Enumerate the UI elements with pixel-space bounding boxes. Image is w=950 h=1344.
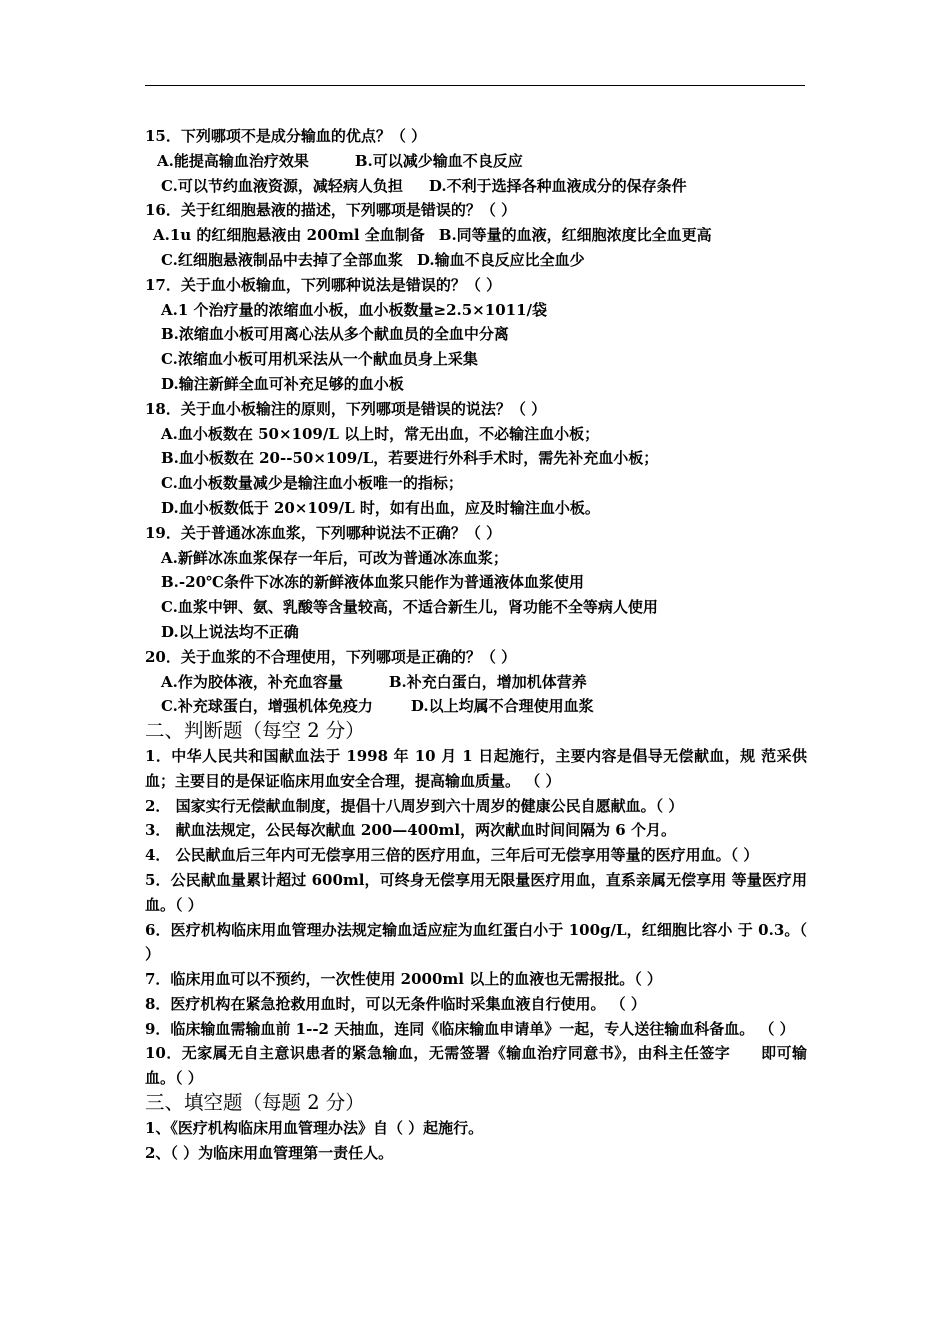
question-20-option-b: B.补充白蛋白，增加机体营养 (388, 672, 587, 691)
question-19-stem: 19．关于普通冰冻血浆，下列哪种说法不正确？（ ） (145, 523, 502, 542)
judge-item-4: 4． 公民献血后三年内可无偿享用三倍的医疗用血，三年后可无偿享用等量的医疗用血。（ ） (145, 846, 759, 865)
question-16-options-cd (145, 248, 807, 273)
judge-item-9: 9．临床输血需输血前 1--2 天抽血，连同《临床输血申请单》一起，专人送往输血科备血。 （ ） (145, 1019, 795, 1038)
question-16-options-ab (145, 223, 807, 248)
question-20-option-a: A.作为胶体液，补充血容量 (161, 672, 343, 691)
question-15-options-ab (145, 149, 807, 174)
question-16-option-a: A.1u 的红细胞悬液由 200ml 全血制备 (153, 226, 425, 245)
question-16-stem: 16．关于红细胞悬液的描述，下列哪项是错误的？（ ） (145, 201, 517, 220)
question-19-option-c: C.血浆中钾、氨、乳酸等含量较高，不适合新生儿，肾功能不全等病人使用 (161, 598, 658, 617)
judge-item-2: 2． 国家实行无偿献血制度，提倡十八周岁到六十周岁的健康公民自愿献血。（ ） (145, 796, 684, 815)
question-15-stem: 15．下列哪项不是成分输血的优点？（ ） (145, 127, 427, 145)
question-16-option-d: D.输血不良反应比全血少 (416, 250, 585, 269)
question-17-option-b: B.浓缩血小板可用离心法从多个献血员的全血中分离 (161, 325, 509, 344)
judge-item-8: 8．医疗机构在紧急抢救用血时，可以无条件临时采集血液自行使用。 （ ） (145, 994, 646, 1013)
fill-item-2: 2、（ ）为临床用血管理第一责任人。 (145, 1143, 394, 1162)
question-18-stem: 18．关于血小板输注的原则，下列哪项是错误的说法？（ ） (145, 399, 547, 418)
question-19-option-d: D.以上说法均不正确 (161, 622, 299, 641)
question-20-options-cd (145, 694, 807, 719)
judge-item-7: 7．临床用血可以不预约，一次性使用 2000ml 以上的血液也无需报批。（ ） (145, 970, 662, 989)
exam-page-content (145, 124, 807, 1165)
question-18-option-c: C.血小板数量减少是输注血小板唯一的指标； (161, 474, 463, 493)
question-19-option-b: B.-20℃条件下冰冻的新鲜液体血浆只能作为普通液体血浆使用 (161, 573, 584, 592)
question-15-option-a: A.能提高输血治疗效果 (157, 151, 309, 170)
question-15-option-d: D.不利于选择各种血液成分的保存条件 (428, 176, 687, 195)
question-18-option-d: D.血小板数低于 20×109/L 时，如有出血，应及时输注血小板。 (161, 498, 600, 517)
question-18-option-a: A.血小板数在 50×109/L 以上时，常无出血，不必输注血小板； (161, 424, 600, 443)
section-fill-heading: 三、填空题（每题 2 分） (145, 1091, 365, 1115)
question-17-option-c: C.浓缩血小板可用机采法从一个献血员身上采集 (161, 350, 478, 369)
question-18-option-b: B.血小板数在 20--50×109/L，若要进行外科手术时，需先补充血小板； (161, 449, 659, 468)
section-judge-heading: 二、判断题（每空 2 分） (145, 719, 365, 743)
judge-item-5: 5．公民献血量累计超过 600ml，可终身无偿享用无限量医疗用血，直系亲属无偿享用 等量医疗用血。（ ） (145, 870, 807, 914)
question-19-option-a: A.新鲜冰冻血浆保存一年后，可改为普通冰冻血浆； (161, 548, 508, 567)
judge-item-10: 10．无家属无自主意识患者的紧急输血，无需签署《输血治疗同意书》，由科主任签字 即可输血。（ ） (145, 1044, 807, 1088)
question-16-option-c: C.红细胞悬液制品中去掉了全部血浆 (161, 250, 403, 269)
question-17-stem: 17．关于血小板输血，下列哪种说法是错误的？（ ） (145, 275, 502, 294)
judge-item-1: 1．中华人民共和国献血法于 1998 年 10 月 1 日起施行，主要内容是倡导无偿献血，规 范采供血；主要目的是保证临床用血安全合理，提高输血质量。 （ ） (145, 746, 807, 790)
question-17-option-d: D.输注新鲜全血可补充足够的血小板 (161, 374, 404, 393)
question-17-option-a: A.1 个治疗量的浓缩血小板，血小板数量≥2.5×1011/袋 (161, 300, 547, 319)
judge-item-3: 3． 献血法规定，公民每次献血 200—400ml，两次献血时间间隔为 6 个月。 (145, 821, 676, 840)
question-20-option-c: C.补充球蛋白，增强机体免疫力 (161, 697, 373, 716)
question-20-options-ab (145, 670, 807, 695)
header-rule (145, 85, 805, 86)
question-20-option-d: D.以上均属不合理使用血浆 (410, 697, 594, 716)
question-15-option-b: B.可以减少输血不良反应 (354, 151, 523, 170)
question-20-stem: 20．关于血浆的不合理使用，下列哪项是正确的？（ ） (145, 647, 517, 666)
question-15-option-c: C.可以节约血液资源，减轻病人负担 (161, 176, 403, 195)
judge-item-6: 6．医疗机构临床用血管理办法规定输血适应症为血红蛋白小于 100g/L，红细胞比容小 于 0.3。（ ） (145, 920, 807, 964)
fill-item-1: 1、《医疗机构临床用血管理办法》自（ ）起施行。 (145, 1118, 484, 1137)
question-15-options-cd (145, 174, 807, 199)
question-16-option-b: B.同等量的血液，红细胞浓度比全血更高 (438, 226, 712, 245)
